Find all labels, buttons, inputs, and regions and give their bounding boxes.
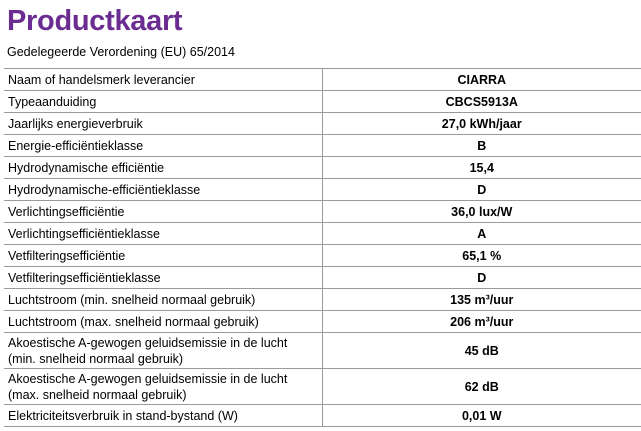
row-value: B — [322, 135, 641, 157]
row-label: Typeaanduiding — [4, 91, 322, 113]
table-row — [4, 267, 641, 289]
table-row — [4, 157, 641, 179]
row-label: Luchtstroom (min. snelheid normaal gebruik) — [4, 289, 322, 311]
row-label: Verlichtingsefficiëntieklasse — [4, 223, 322, 245]
table-row — [4, 91, 641, 113]
row-label: Hydrodynamische-efficiëntieklasse — [4, 179, 322, 201]
row-value: D — [322, 267, 641, 289]
row-value: D — [322, 179, 641, 201]
row-label: Hydrodynamische efficiëntie — [4, 157, 322, 179]
row-label: Naam of handelsmerk leverancier — [4, 69, 322, 91]
row-label: Akoestische A-gewogen geluidsemissie in de lucht (max. snelheid normaal gebruik) — [4, 369, 322, 405]
row-label: Jaarlijks energieverbruik — [4, 113, 322, 135]
table-row — [4, 223, 641, 245]
row-label: Luchtstroom (max. snelheid normaal gebruik) — [4, 311, 322, 333]
row-value: 27,0 kWh/jaar — [322, 113, 641, 135]
row-value: 45 dB — [322, 333, 641, 369]
row-value: CIARRA — [322, 69, 641, 91]
table-row — [4, 135, 641, 157]
table-row — [4, 311, 641, 333]
table-row — [4, 113, 641, 135]
table-row — [4, 245, 641, 267]
page-title: Productkaart — [7, 5, 183, 37]
table-row — [4, 289, 641, 311]
table-row — [4, 69, 641, 91]
row-label: Akoestische A-gewogen geluidsemissie in de lucht (min. snelheid normaal gebruik) — [4, 333, 322, 369]
row-label: Energie-efficiëntieklasse — [4, 135, 322, 157]
row-label: Verlichtingsefficiëntie — [4, 201, 322, 223]
table-row — [4, 333, 641, 369]
row-label: Elektriciteitsverbruik in stand-bystand (W) — [4, 405, 322, 427]
table-row — [4, 201, 641, 223]
row-value: 206 m³/uur — [322, 311, 641, 333]
regulation-subtitle: Gedelegeerde Verordening (EU) 65/2014 — [7, 45, 235, 59]
row-label: Vetfilteringsefficiëntieklasse — [4, 267, 322, 289]
product-spec-table — [4, 68, 641, 427]
row-value: 0,01 W — [322, 405, 641, 427]
row-label: Vetfilteringsefficiëntie — [4, 245, 322, 267]
row-value: CBCS5913A — [322, 91, 641, 113]
row-value: 62 dB — [322, 369, 641, 405]
table-row — [4, 405, 641, 427]
table-row — [4, 369, 641, 405]
row-value: 135 m³/uur — [322, 289, 641, 311]
table-row — [4, 179, 641, 201]
row-value: A — [322, 223, 641, 245]
row-value: 65,1 % — [322, 245, 641, 267]
row-value: 15,4 — [322, 157, 641, 179]
row-value: 36,0 lux/W — [322, 201, 641, 223]
